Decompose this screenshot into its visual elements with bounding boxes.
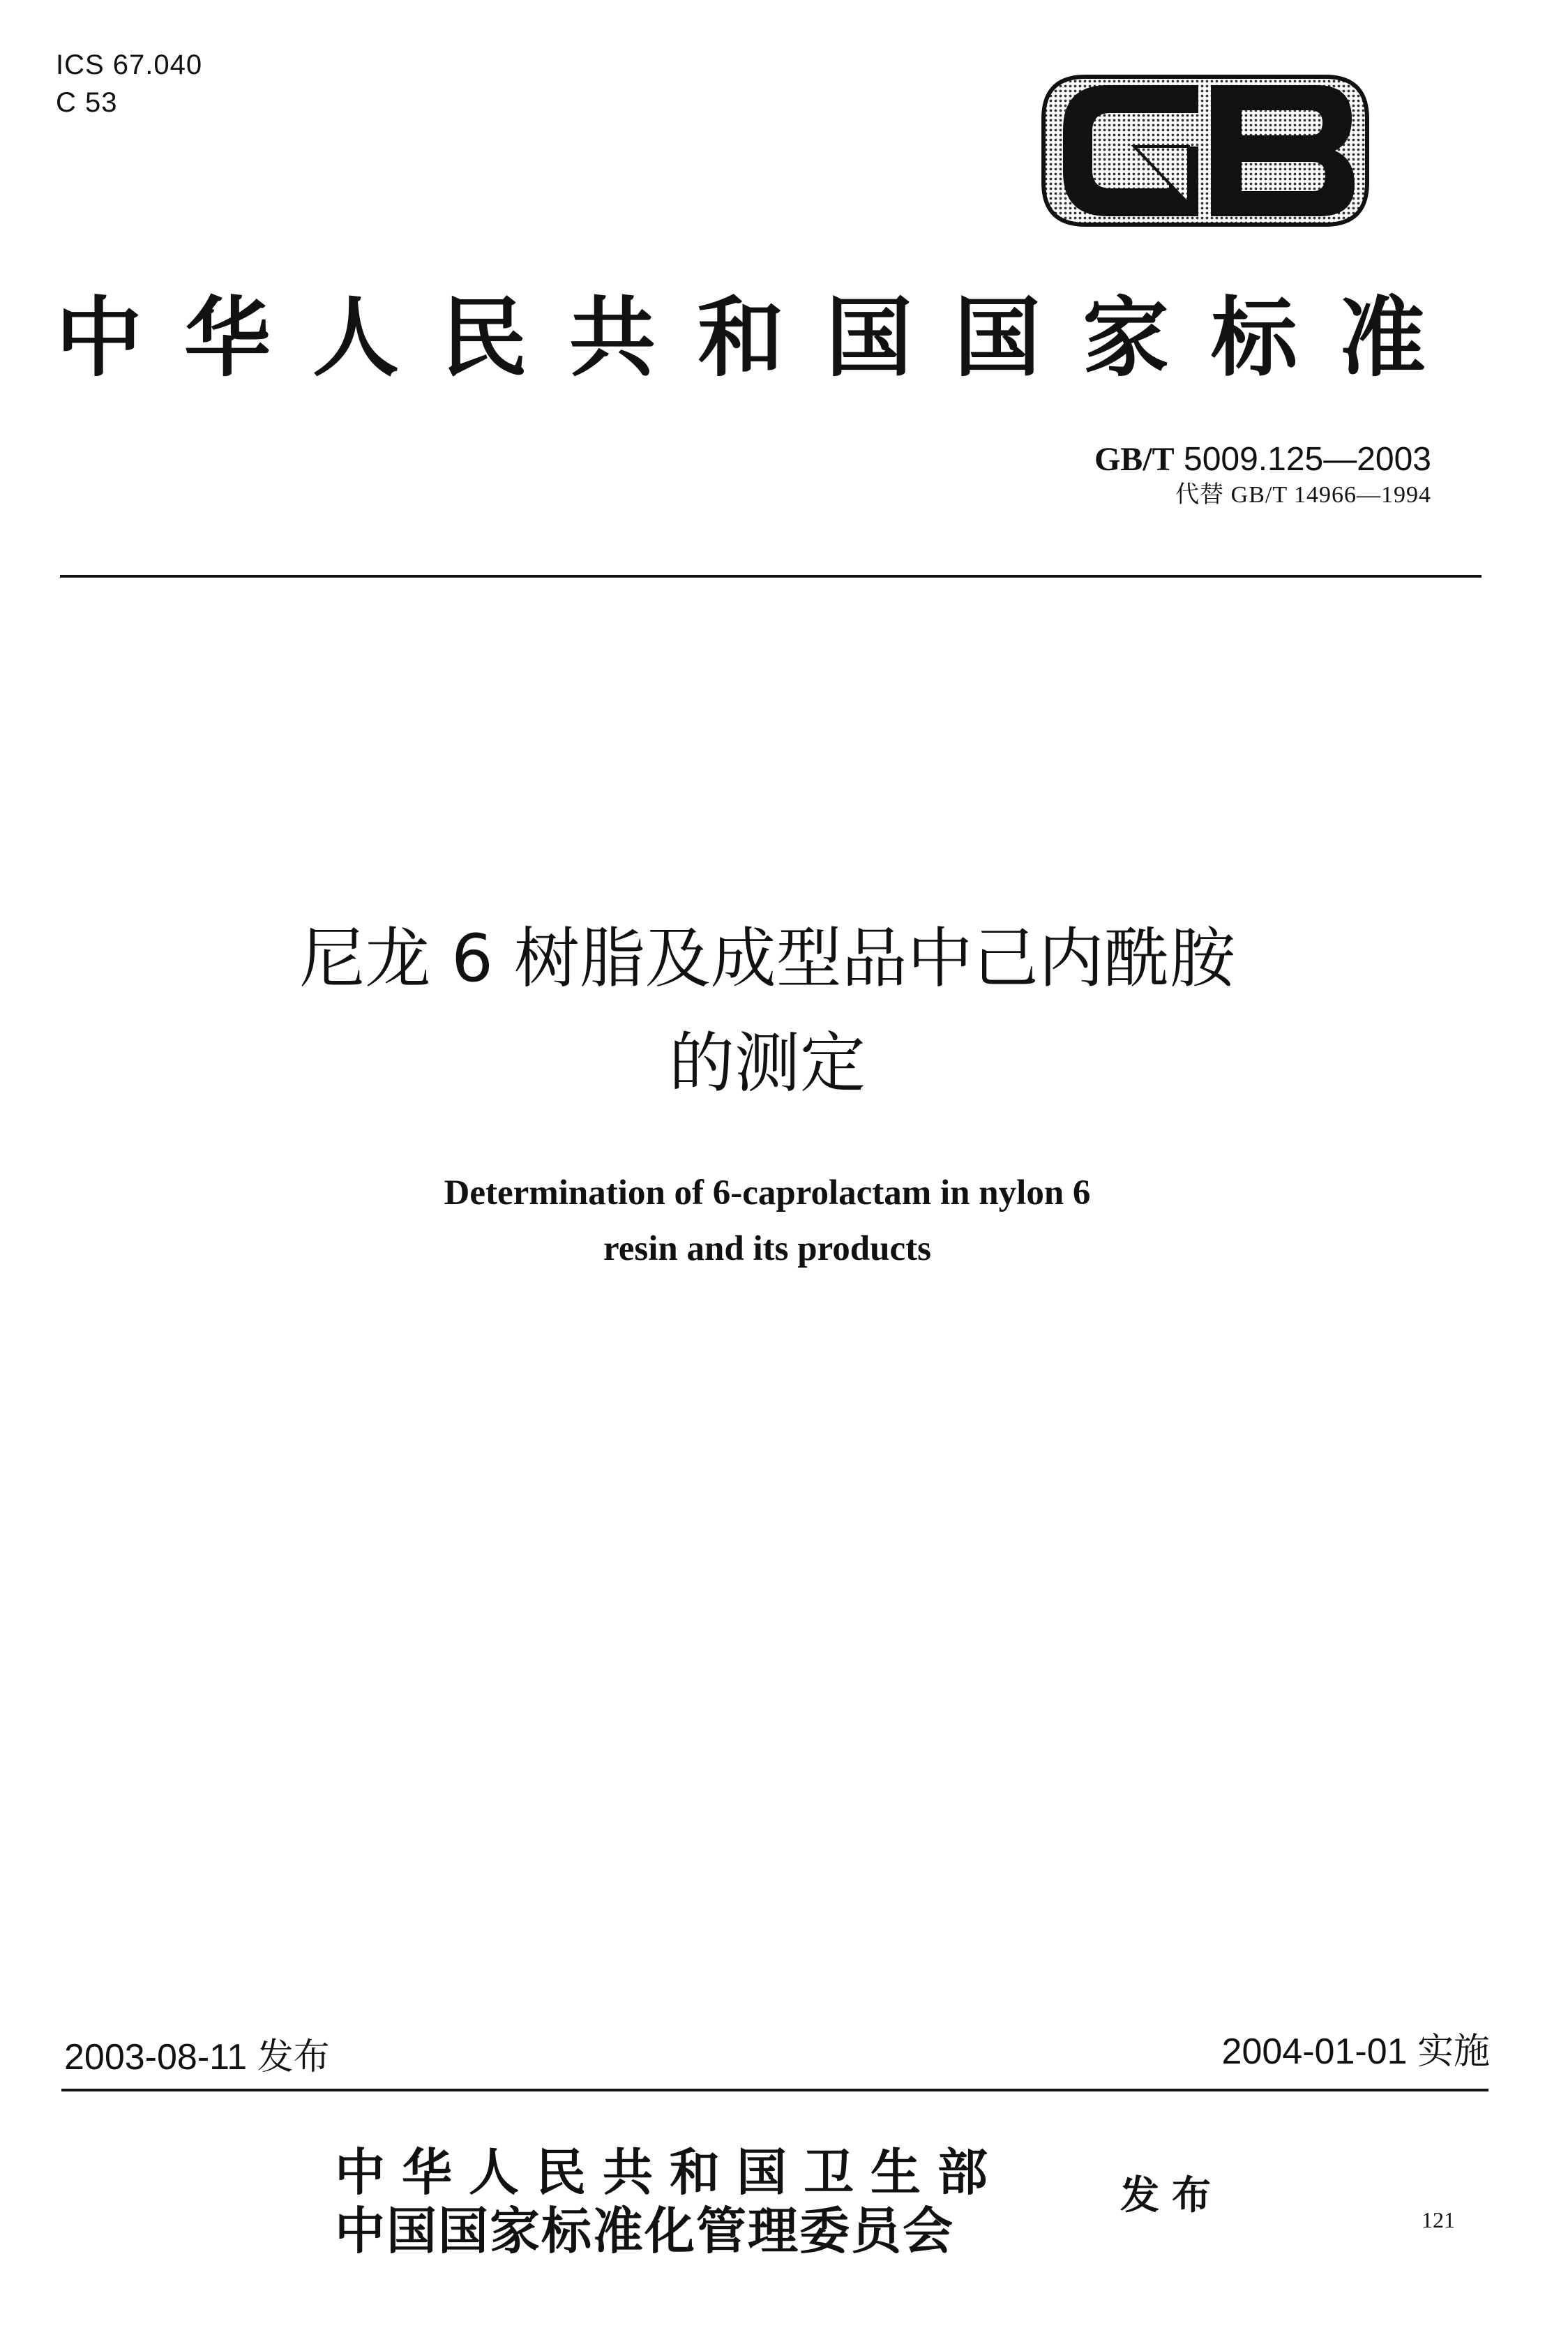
classification-codes (56, 46, 202, 121)
page-number: 121 (1422, 2207, 1455, 2232)
publish-label: 发布 (1120, 2172, 1223, 2218)
issuing-authorities (335, 2143, 1004, 2260)
english-title (0, 1165, 1535, 1277)
chinese-title-line-2: 的测定 (668, 1026, 866, 1102)
standard-number-block (1094, 440, 1431, 511)
country-standard-title: 中华人民共和国国家标准 (56, 287, 1468, 389)
standard-code: 5009.125—2003 (1184, 441, 1431, 478)
ccs-code: C 53 (56, 87, 118, 118)
issuer-ministry-of-health: 中华人民共和国卫生部 (335, 2142, 1005, 2202)
issuer-standardization-administration: 中国国家标准化管理委员会 (335, 2201, 955, 2260)
implementation-date: 2004-01-01 实施 (1221, 2031, 1490, 2072)
issue-date: 2003-08-11 发布 (64, 2037, 330, 2078)
ics-code: ICS 67.040 (56, 50, 203, 80)
replaces-standard: 代替 GB/T 14966—1994 (1175, 482, 1431, 508)
chinese-title-line-1: 尼龙 6 树脂及成型品中己内酰胺 (299, 921, 1235, 997)
header-divider (60, 575, 1482, 578)
footer-divider (61, 2089, 1488, 2091)
english-title-line-2: resin and its products (603, 1229, 931, 1268)
standard-number (1094, 440, 1431, 480)
english-title-line-1: Determination of 6-caprolactam in nylon 6 (444, 1173, 1091, 1212)
standard-prefix: GB/T (1094, 441, 1175, 478)
gb-logo-icon (1024, 64, 1387, 237)
chinese-title (0, 907, 1535, 1116)
